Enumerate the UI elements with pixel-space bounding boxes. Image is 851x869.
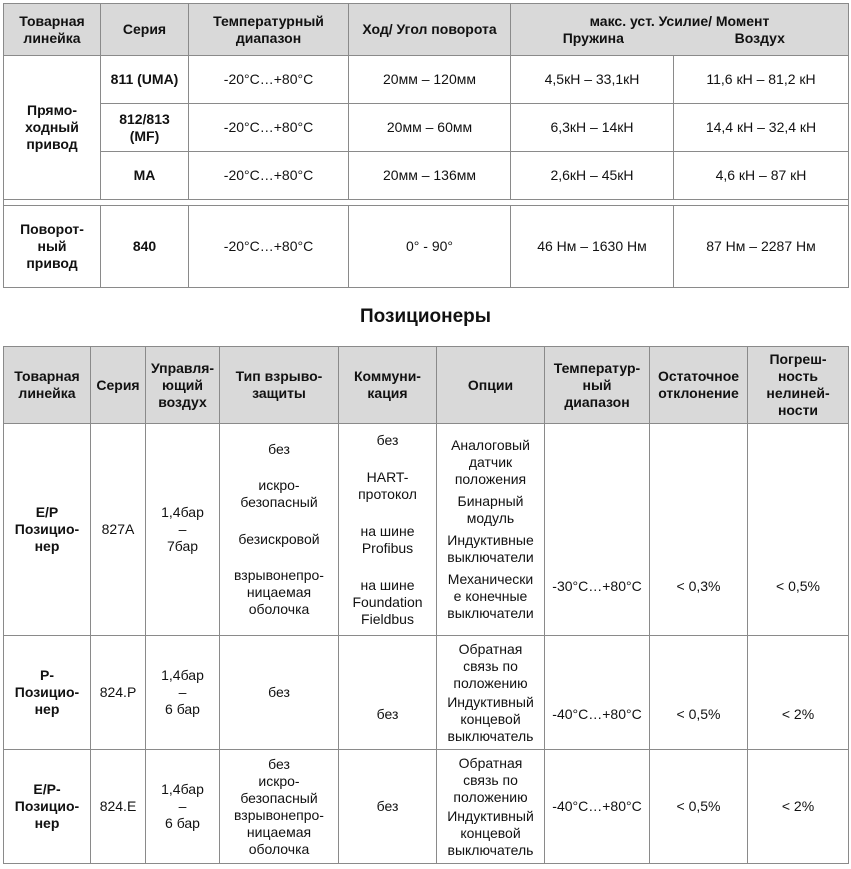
series-cell: 811 (UMA)	[101, 56, 189, 104]
header-nonlinearity: Погреш- ность нелиней- ности	[748, 347, 849, 424]
actuators-table	[3, 3, 849, 288]
table-row	[4, 750, 849, 864]
header-force-air: Воздух	[734, 29, 785, 46]
header-product-line: Товарная линейка	[4, 4, 101, 56]
table-row	[4, 206, 849, 288]
header-stroke: Ход/ Угол поворота	[349, 4, 511, 56]
header-series: Серия	[101, 4, 189, 56]
positioners-heading: Позиционеры	[360, 306, 491, 327]
options-cell: Обратная связь по положению Индуктивный концевой выключатель	[437, 750, 545, 864]
communication-cell: без HART- протокол на шине Profibus на шине Foundation Fieldbus	[339, 424, 437, 636]
control-air-cell: 1,4бар – 6 бар	[146, 636, 220, 750]
stroke-cell: 0° - 90°	[349, 206, 511, 288]
spring-cell: 4,5кН – 33,1кН	[511, 56, 674, 104]
spring-cell: 6,3кН – 14кН	[511, 104, 674, 152]
stroke-cell: 20мм – 60мм	[349, 104, 511, 152]
deviation-cell: < 0,5%	[650, 636, 748, 750]
communication-cell: без	[339, 750, 437, 864]
explosion-cell: без искро- безопасный взрывонепро- ницаемая оболочка	[220, 750, 339, 864]
spring-cell: 46 Нм – 1630 Нм	[511, 206, 674, 288]
nonlinearity-cell: < 2%	[748, 636, 849, 750]
header-force: макс. уст. Усилие/ Момент Пружина Воздух	[511, 4, 849, 56]
temp-cell: -20°C…+80°C	[189, 152, 349, 200]
product-line-cell: E/P- Позицио- нер	[4, 750, 91, 864]
temp-cell: -40°C…+80°C	[545, 750, 650, 864]
header-force-spring: Пружина	[562, 29, 624, 46]
communication-cell: без	[339, 636, 437, 750]
header-product-line: Товарная линейка	[4, 347, 91, 424]
options-cell: Обратная связь по положению Индуктивный концевой выключатель	[437, 636, 545, 750]
control-air-cell: 1,4бар – 6 бар	[146, 750, 220, 864]
control-air-cell: 1,4бар – 7бар	[146, 424, 220, 636]
explosion-cell: без	[220, 636, 339, 750]
table-row	[4, 424, 849, 636]
deviation-cell: < 0,5%	[650, 750, 748, 864]
series-cell: 840	[101, 206, 189, 288]
table-row	[4, 56, 849, 104]
table-row	[4, 152, 849, 200]
table-row	[4, 636, 849, 750]
deviation-cell: < 0,3%	[650, 424, 748, 636]
header-explosion-protection: Тип взрыво- защиты	[220, 347, 339, 424]
header-options: Опции	[437, 347, 545, 424]
series-cell: 824.E	[91, 750, 146, 864]
header-deviation: Остаточное отклонение	[650, 347, 748, 424]
stroke-cell: 20мм – 120мм	[349, 56, 511, 104]
header-control-air: Управля- ющий воздух	[146, 347, 220, 424]
product-line-cell: E/P Позицио- нер	[4, 424, 91, 636]
product-line-cell: Прямо- ходный привод	[4, 56, 101, 200]
header-temp-range: Температурный диапазон	[189, 4, 349, 56]
options-cell: Аналоговый датчик положения Бинарный модуль Индуктивные выключатели Механически е конечные выключатели	[437, 424, 545, 636]
temp-cell: -40°C…+80°C	[545, 636, 650, 750]
air-cell: 14,4 кН – 32,4 кН	[674, 104, 849, 152]
temp-cell: -20°C…+80°C	[189, 104, 349, 152]
series-cell: 827A	[91, 424, 146, 636]
header-series: Серия	[91, 347, 146, 424]
temp-cell: -20°C…+80°C	[189, 56, 349, 104]
temp-cell: -20°C…+80°C	[189, 206, 349, 288]
header-temp-range: Температур- ный диапазон	[545, 347, 650, 424]
positioners-header-row	[4, 347, 849, 424]
nonlinearity-cell: < 0,5%	[748, 424, 849, 636]
stroke-cell: 20мм – 136мм	[349, 152, 511, 200]
explosion-cell: без искро- безопасный безискровой взрывонепро- ницаемая оболочка	[220, 424, 339, 636]
series-cell: MA	[101, 152, 189, 200]
header-communication: Коммуни- кация	[339, 347, 437, 424]
table-row	[4, 104, 849, 152]
air-cell: 87 Нм – 2287 Нм	[674, 206, 849, 288]
air-cell: 11,6 кН – 81,2 кН	[674, 56, 849, 104]
series-cell: 812/813 (MF)	[101, 104, 189, 152]
temp-cell: -30°C…+80°C	[545, 424, 650, 636]
product-line-cell: Поворот- ный привод	[4, 206, 101, 288]
nonlinearity-cell: < 2%	[748, 750, 849, 864]
series-cell: 824.P	[91, 636, 146, 750]
air-cell: 4,6 кН – 87 кН	[674, 152, 849, 200]
actuators-header-row	[4, 4, 849, 56]
positioners-table	[3, 346, 849, 864]
product-line-cell: P- Позицио- нер	[4, 636, 91, 750]
spring-cell: 2,6кН – 45кН	[511, 152, 674, 200]
